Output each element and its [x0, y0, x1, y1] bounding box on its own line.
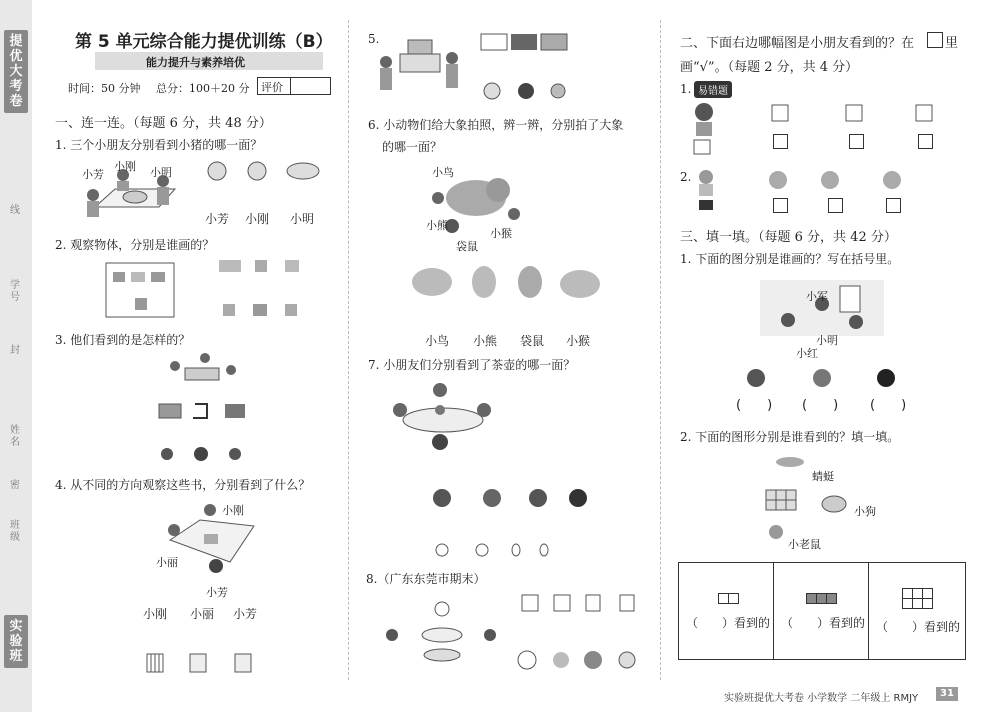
- q4-scene-name-3: 小芳: [206, 586, 228, 599]
- s2-q1-cup-options: [770, 103, 940, 123]
- s3-q1-scene-name-1: 小军: [806, 290, 828, 303]
- q6-scene-name-3: 小猴: [490, 227, 512, 240]
- section-2-heading-line1: 二、下面右边哪幅图是小朋友看到的？在: [680, 36, 915, 51]
- sidebar-field-2: 学号: [10, 280, 20, 303]
- q7-child-views: [430, 486, 590, 510]
- column-divider: [348, 20, 349, 680]
- q3-view-options: [155, 400, 250, 466]
- q1-2-text: 2. 观察物体，分别是谁画的？: [55, 238, 215, 252]
- q4-answer-1: 小刚: [143, 607, 168, 621]
- shape-cell: [826, 593, 837, 604]
- answer-table: [678, 562, 966, 660]
- s3-q1-blank-1[interactable]: ( ): [736, 398, 773, 413]
- page-title: 第 5 单元综合能力提优训练（B）: [75, 32, 333, 52]
- q6-answer-3: 袋鼠: [520, 334, 545, 348]
- q5-view-options-top: [480, 33, 570, 51]
- q1-4-text: 4. 从不同的方向观察这些书，分别看到了什么？: [55, 478, 311, 492]
- sidebar-field-1: 线: [10, 205, 20, 216]
- sidebar-field-5: 密: [10, 480, 20, 491]
- q3-scene-illustration: [165, 352, 240, 392]
- q6-scene-name-4: 袋鼠: [456, 240, 478, 253]
- q1-scene-name-3: 小明: [150, 166, 172, 179]
- eval-label: 评价: [261, 81, 283, 94]
- q5-label: 5.: [368, 32, 380, 46]
- answer-cell-2[interactable]: （ ）看到的: [781, 616, 866, 630]
- s2-q2-label: 2.: [680, 170, 692, 184]
- sidebar-field-3: 封: [10, 345, 20, 356]
- q4-answer-3: 小芳: [233, 607, 258, 621]
- s3-q2-scene-name-3: 小老鼠: [788, 538, 821, 551]
- eval-box-divider: [290, 77, 291, 95]
- q6-answer-4: 小猴: [566, 334, 591, 348]
- s2-q1-child-illustration: [690, 100, 720, 156]
- q6-view-options: [410, 262, 610, 304]
- q5-view-options-bottom: [480, 80, 570, 102]
- s3-q2-text: 2. 下面的图形分别是谁看到的？填一填。: [680, 430, 900, 444]
- s3-q1-scene-name-3: 小红: [796, 347, 818, 360]
- section-3-heading: 三、填一填。（每题 6 分，共 42 分）: [680, 230, 897, 245]
- q7-text: 7. 小朋友们分别看到了茶壶的哪一面？: [368, 358, 576, 372]
- q7-teapot-views: [430, 540, 550, 560]
- s3-q2-scene-name-2: 小狗: [854, 505, 876, 518]
- sidebar-field-6: 班级: [10, 520, 20, 543]
- q4-scene-name-2: 小丽: [156, 556, 178, 569]
- score-label: 总分：100＋20 分: [156, 82, 250, 95]
- s3-q1-text: 1. 下面的图分别是谁画的？写在括号里。: [680, 252, 900, 266]
- q4-book-views: [145, 652, 255, 674]
- q1-answer-1: 小芳: [205, 212, 230, 226]
- q1-pig-views: [205, 160, 325, 182]
- q8-scene-illustration: [378, 595, 508, 665]
- sidebar-field-4: 姓名: [10, 425, 20, 448]
- q7-scene-illustration: [388, 380, 498, 460]
- s2-q1-label: 1.: [680, 82, 692, 96]
- q1-answer-2: 小刚: [245, 212, 270, 226]
- footer-text: 实验班提优大考卷 小学数学 二年级上 RMJY: [724, 693, 919, 704]
- q1-scene-name-2: 小刚: [114, 160, 136, 173]
- q4-answer-2: 小丽: [190, 607, 215, 621]
- page-subtitle: 能力提升与素养培优: [146, 56, 245, 69]
- q6-scene-name-1: 小鸟: [432, 166, 454, 179]
- s3-q1-scene-name-2: 小明: [816, 334, 838, 347]
- q1-1-text: 1. 三个小朋友分别看到小猪的哪一面？: [55, 138, 263, 152]
- answer-table-divider: [773, 562, 774, 660]
- q1-scene-name-1: 小芳: [82, 168, 104, 181]
- s2-q2-checkbox-1[interactable]: [773, 198, 788, 213]
- q6-answer-1: 小鸟: [425, 334, 450, 348]
- answer-checkbox-sample: [927, 32, 943, 48]
- s2-q2-checkbox-3[interactable]: [886, 198, 901, 213]
- q6-text-line1: 6. 小动物们给大象拍照，辨一辨，分别拍了大象: [368, 118, 624, 132]
- answer-cell-1[interactable]: （ ）看到的: [686, 616, 771, 630]
- section-2-heading-line2: 画“√”。（每题 2 分，共 4 分）: [680, 60, 859, 75]
- section-2-heading-tail: 里: [945, 36, 959, 51]
- s2-q2-checkbox-2[interactable]: [828, 198, 843, 213]
- q6-answer-2: 小熊: [473, 334, 498, 348]
- series-tab: 提优大考卷: [4, 30, 28, 113]
- s3-q2-scene-illustration: [760, 452, 865, 547]
- answer-cell-3[interactable]: （ ）看到的: [876, 620, 961, 634]
- s3-q1-blank-3[interactable]: ( ): [870, 398, 907, 413]
- page-number: 31: [940, 688, 954, 699]
- q2-objects-illustration: [105, 262, 175, 318]
- binding-sidebar: [0, 0, 32, 712]
- q1-answer-3: 小明: [290, 212, 315, 226]
- s3-q1-blank-2[interactable]: ( ): [802, 398, 839, 413]
- q5-scene-illustration: [378, 28, 468, 103]
- q6-text-line2: 的哪一面？: [382, 140, 443, 154]
- q8-text: 8.（广东东莞市期末）: [366, 572, 486, 586]
- time-label: 时间：50 分钟: [68, 82, 141, 95]
- s2-q2-cat-illustration: [696, 168, 716, 210]
- q4-scene-name-1: 小刚: [222, 504, 244, 517]
- q6-scene-illustration: [420, 170, 530, 245]
- mistake-prone-badge: 易错题: [694, 81, 732, 98]
- s3-q2-scene-name-1: 蜻蜓: [812, 470, 834, 483]
- q8-cup-views: [520, 592, 640, 614]
- section-1-heading: 一、连一连。（每题 6 分，共 48 分）: [55, 116, 272, 131]
- s3-q1-view-options: [740, 366, 905, 390]
- s2-q2-cat-options: [768, 168, 908, 192]
- s2-q1-checkbox-2[interactable]: [849, 134, 864, 149]
- brand-tab: 实验班: [4, 615, 28, 668]
- s2-q1-checkbox-3[interactable]: [918, 134, 933, 149]
- s2-q1-checkbox-1[interactable]: [773, 134, 788, 149]
- shape-cell: [922, 598, 933, 609]
- q2-view-options: [215, 256, 305, 322]
- answer-table-divider: [868, 562, 869, 660]
- shape-cell: [728, 593, 739, 604]
- column-divider: [660, 20, 661, 680]
- q1-3-text: 3. 他们看到的是怎样的？: [55, 333, 191, 347]
- q6-scene-name-2: 小熊: [426, 219, 448, 232]
- q8-animal-views: [515, 648, 640, 672]
